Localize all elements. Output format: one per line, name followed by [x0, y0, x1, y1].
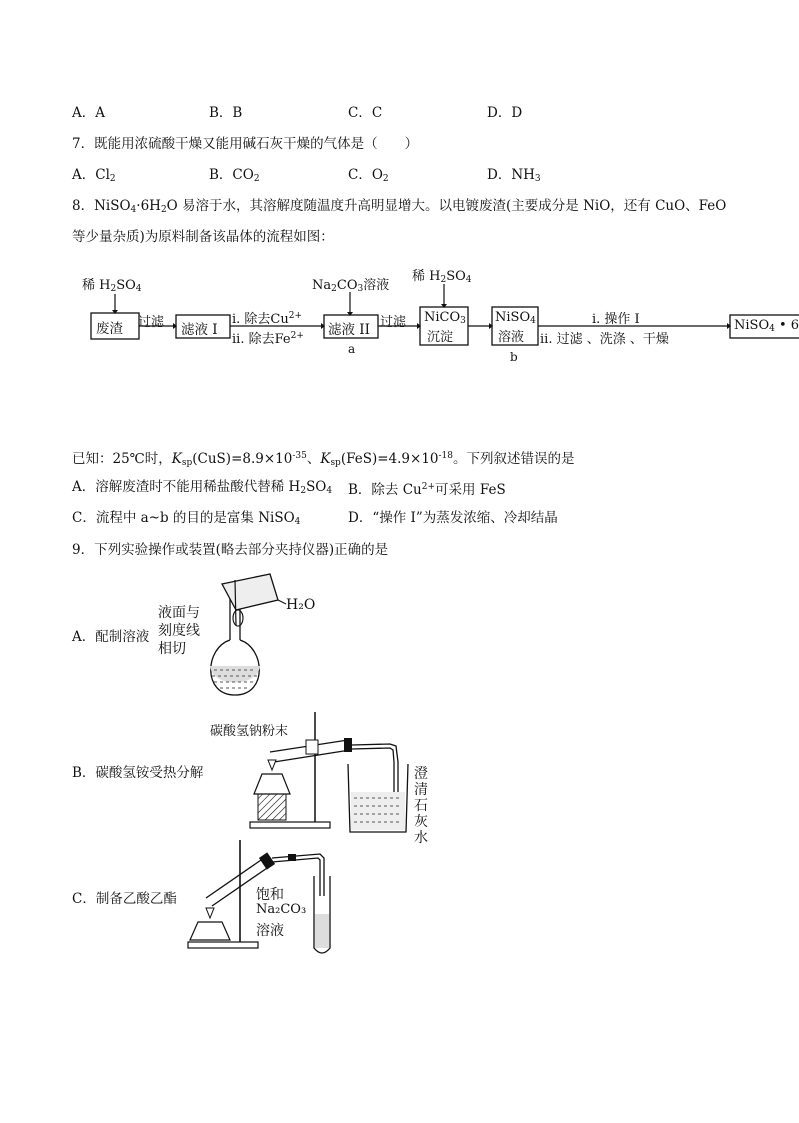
flow-box-niso4-formula: NiSO$_4$	[495, 310, 536, 326]
flow-box-nico3-label: 沉淀	[427, 330, 454, 345]
q6-option-d: D．D	[487, 105, 523, 121]
q8-flow-chart	[72, 262, 799, 372]
flow-arrow-filter-1: 过滤	[138, 315, 165, 330]
q7-option-a: A．$Cl_2$	[72, 167, 116, 184]
figure-a-label-1: 液面与	[158, 605, 200, 621]
q8-known: 已知：25℃时，$K_{sp}(CuS)=8.9\times 10^{-35}$、$K_{sp}(FeS)=4.9\times 10^{-18}$。下列叙述错误的是	[72, 451, 575, 468]
flow-box-residue-label: 废渣	[96, 321, 123, 337]
q8-option-c: C．流程中 a~b 的目的是富集 NiSO$_4$	[72, 510, 301, 527]
flow-arrow-filter-2: 过滤	[380, 315, 407, 330]
flow-operation-2: ii. 过滤 、洗涤 、干燥	[540, 332, 669, 347]
flow-label-a: a	[348, 342, 356, 356]
q8-option-d: D．“操作 I”为蒸发浓缩、冷却结晶	[348, 510, 558, 526]
figure-b-powder-label: 碳酸氢钠粉末	[210, 724, 289, 739]
q9-option-b-label: B．碳酸氢铵受热分解	[72, 765, 204, 781]
q7-stem: 7．既能用浓硫酸干燥又能用碱石灰干燥的气体是（ ）	[72, 136, 419, 152]
q8-option-a: A．溶解废渣时不能用稀盐酸代替稀 $H_2SO_4$	[72, 479, 333, 496]
q6-option-c: C．C	[348, 105, 383, 121]
q9-option-a-label: A．配制溶液	[72, 629, 150, 645]
q7-option-d: D．$NH_3$	[487, 167, 541, 184]
figure-c-label-1: 饱和	[256, 887, 284, 903]
flow-box-filtrate-2-label: 滤液 II	[328, 322, 370, 338]
q8-option-b: B．除去 $Cu^{2+}$可采用 FeS	[348, 482, 506, 498]
flow-label-b: b	[510, 350, 518, 364]
flow-step-remove-cu: i. 除去$Cu^{2+}$	[232, 311, 303, 327]
flow-box-filtrate-1-label: 滤液 I	[181, 322, 218, 338]
q9-figure-a	[150, 570, 320, 700]
q8-stem-line1: 8．$NiSO_4\cdot 6H_2O$ 易溶于水，其溶解度随温度升高明显增大。以电镀废渣(主要成分是 NiO，还有 CuO、FeO	[72, 198, 727, 215]
q9-figure-c	[180, 836, 380, 962]
q9-stem: 9．下列实验操作或装置(略去部分夹持仪器)正确的是	[72, 542, 389, 558]
figure-c-label-3: 溶液	[256, 923, 284, 939]
figure-a-label-3: 相切	[158, 641, 186, 657]
figure-b-lime-label: 澄 清 石 灰 水	[414, 766, 428, 846]
q6-option-a: A．A	[72, 105, 105, 121]
flow-operation-1: i. 操作 I	[592, 312, 640, 327]
figure-a-water: H₂O	[286, 597, 316, 613]
q9-option-c-label: C．制备乙酸乙酯	[72, 891, 177, 907]
q7-option-c: C．$O_2$	[348, 167, 389, 184]
flow-reagent-3: 稀 $H_2SO_4$	[412, 269, 472, 285]
flow-reagent-2: $Na_2CO_3$溶液	[312, 278, 390, 294]
q7-option-b: B．$CO_2$	[209, 167, 260, 184]
flow-box-niso4-label: 溶液	[498, 330, 525, 345]
flow-box-product-label: NiSO$_4$ • 6	[734, 318, 799, 334]
q8-stem-line2: 等少量杂质)为原料制备该晶体的流程如图：	[72, 229, 334, 245]
figure-c-label-2: Na₂CO₃	[256, 902, 307, 917]
q9-figure-b	[210, 712, 440, 846]
figure-a-label-2: 刻度线	[158, 623, 200, 639]
q6-option-b: B．B	[209, 105, 243, 121]
flow-box-nico3-formula: NiCO$_3$	[424, 310, 466, 326]
flow-step-remove-fe: ii. 除去$Fe^{2+}$	[232, 331, 304, 347]
flow-reagent-1: 稀 $H_2SO_4$	[82, 278, 142, 294]
